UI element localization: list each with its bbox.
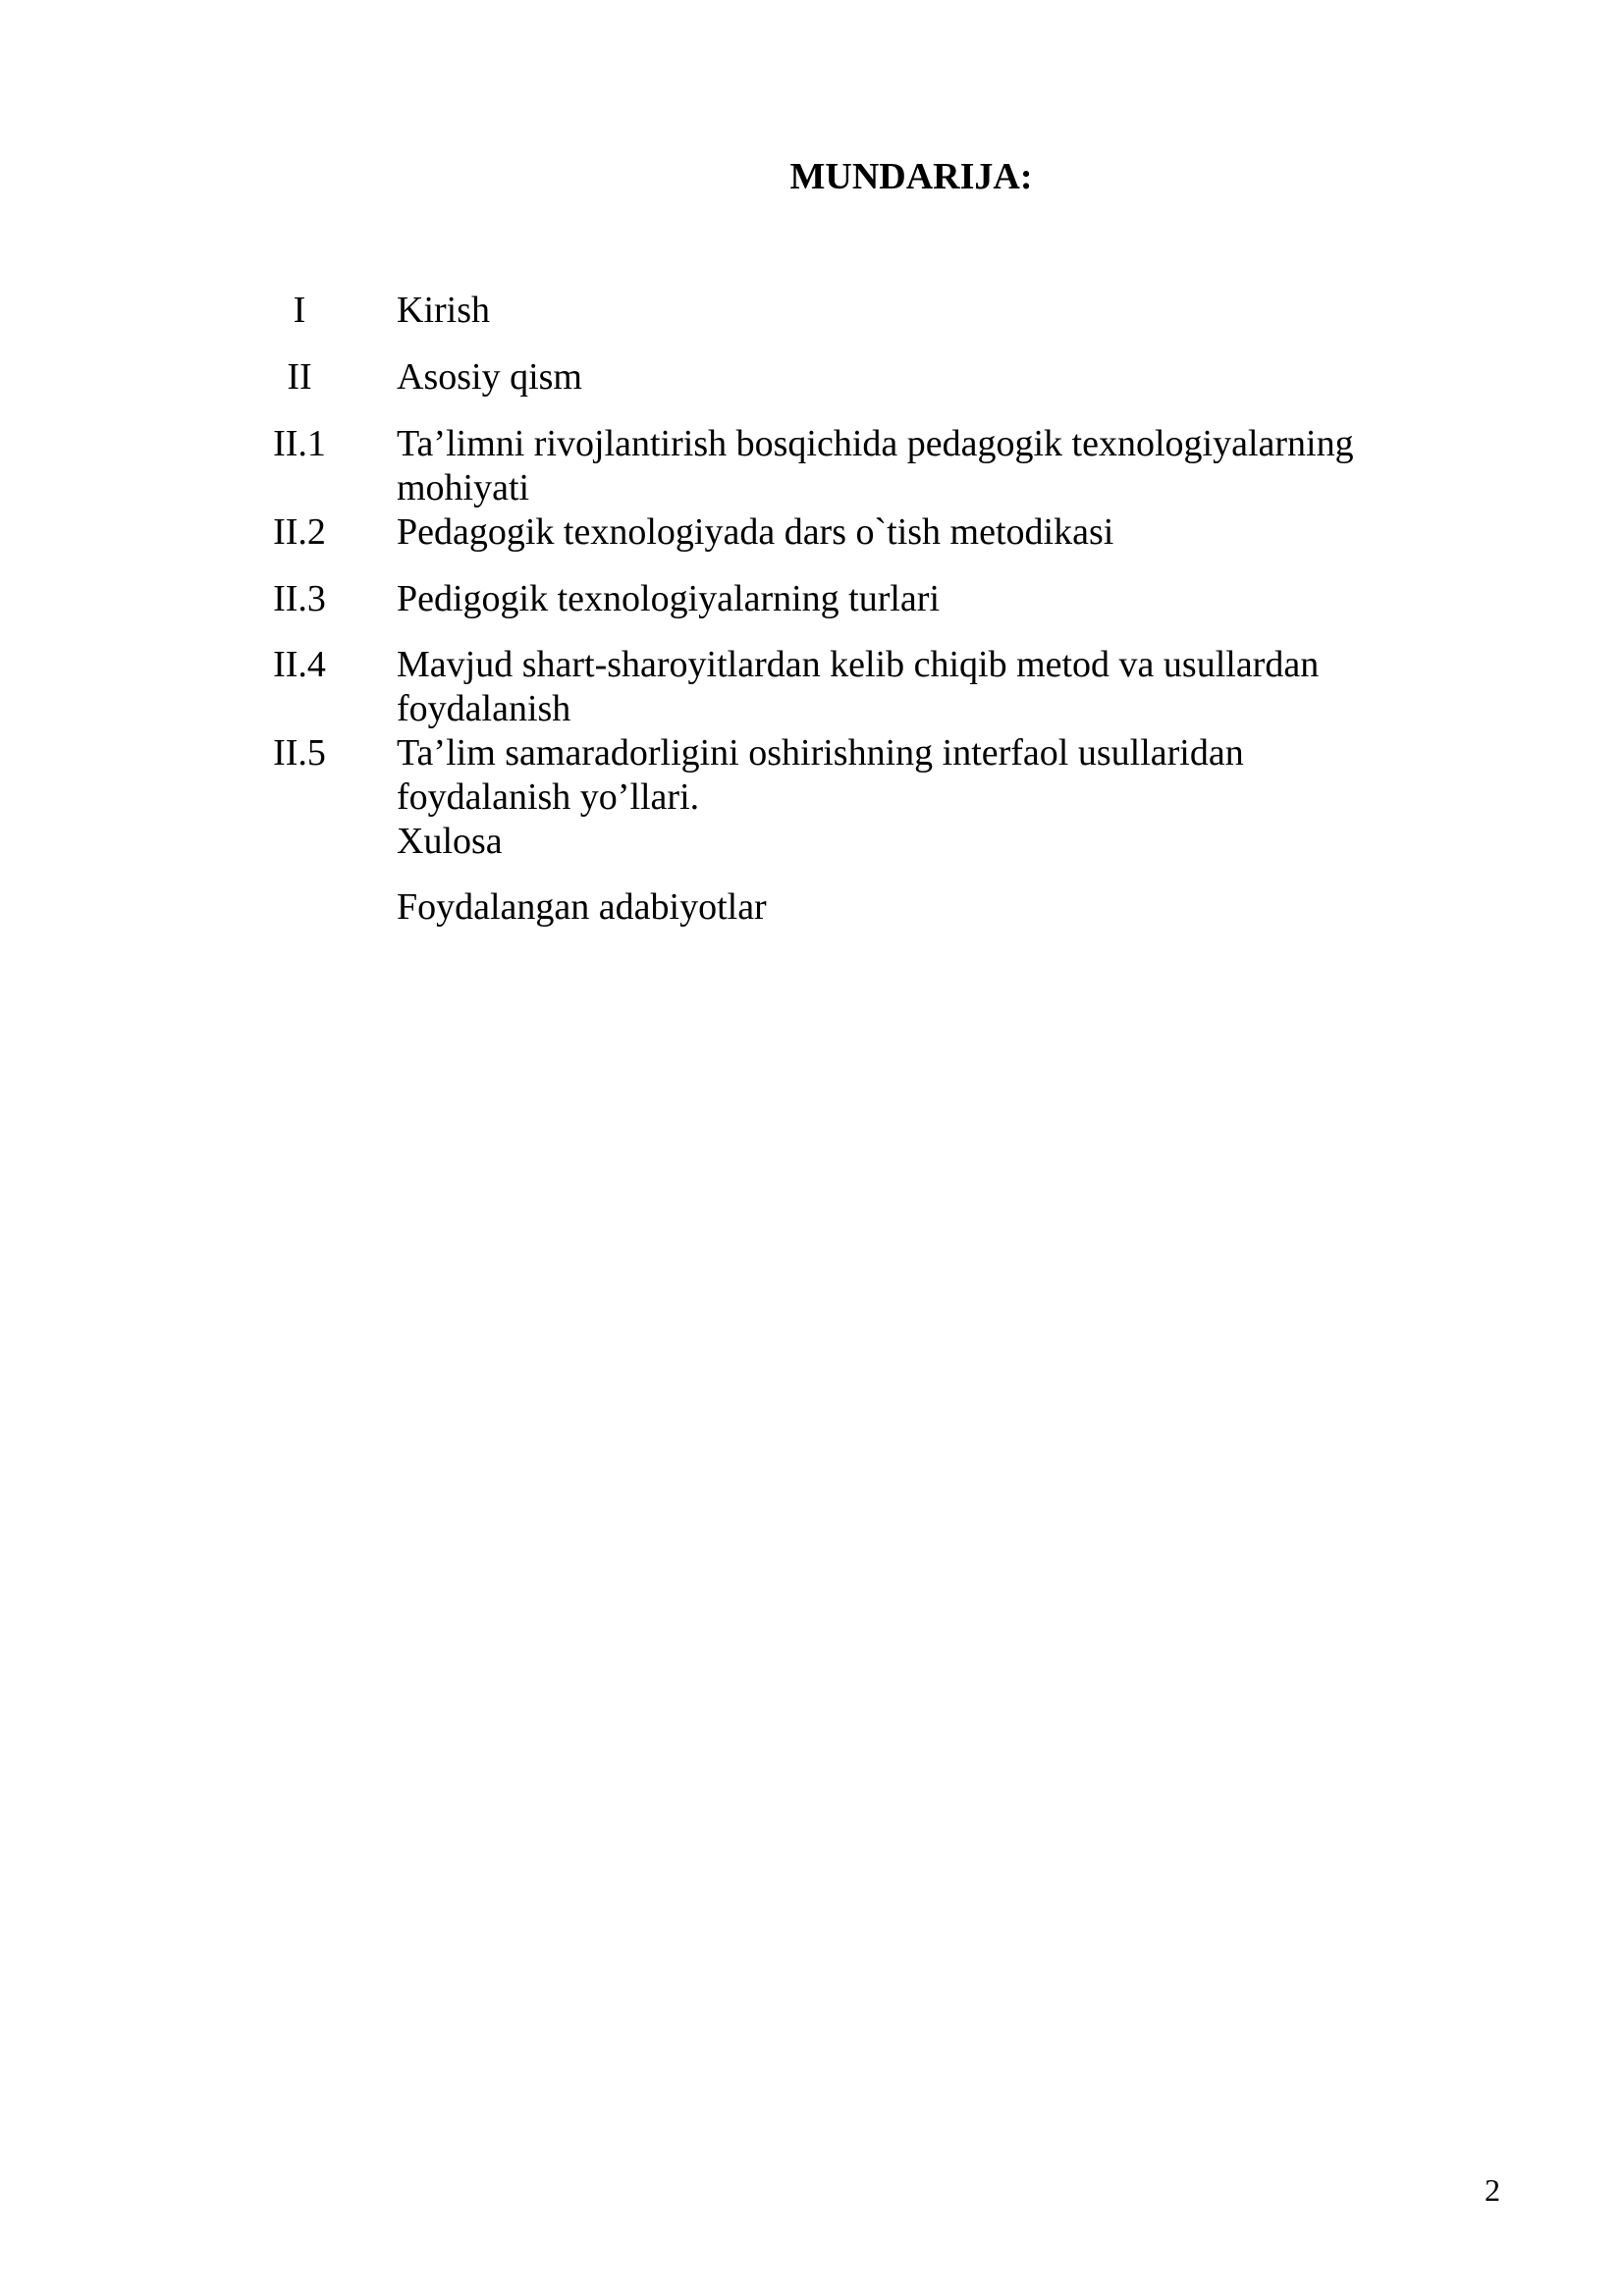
page-title: MUNDARIJA: xyxy=(789,156,1033,197)
page-number: 2 xyxy=(1485,2172,1500,2208)
toc-entry-title: Asosiy qism xyxy=(397,356,582,398)
toc-entry-number: II.2 xyxy=(273,511,326,553)
toc-entry-title-continued: foydalanish xyxy=(397,688,571,729)
toc-entry-title: Pedigogik texnologiyalarning turlari xyxy=(397,578,941,619)
toc-entry-title: Ta’lim samaradorligini oshirishning interfaol usullaridan xyxy=(397,732,1244,774)
toc-entry-number: I xyxy=(293,290,306,331)
toc-entry-title: Foydalangan adabiyotlar xyxy=(397,886,767,928)
toc-entry-title: Kirish xyxy=(397,290,490,331)
toc-entry-title-continued: foydalanish yo’llari. xyxy=(397,776,700,818)
toc-entry-title: Mavjud shart-sharoyitlardan kelib chiqib metod va usullardan xyxy=(397,644,1320,685)
toc-entry-number: II.1 xyxy=(273,423,326,464)
toc-entry-title: Xulosa xyxy=(397,821,503,862)
toc-entry-number: II.3 xyxy=(273,578,326,619)
toc-entry-number: II.4 xyxy=(273,644,326,685)
toc-entry-title-continued: mohiyati xyxy=(397,467,530,508)
toc-entry-number: II.5 xyxy=(273,732,326,774)
toc-entry-number: II xyxy=(287,356,312,398)
toc-entry-title: Ta’limni rivojlantirish bosqichida pedagogik texnologiyalarning xyxy=(397,423,1354,464)
toc-entry-title: Pedagogik texnologiyada dars o`tish metodikasi xyxy=(397,511,1114,553)
